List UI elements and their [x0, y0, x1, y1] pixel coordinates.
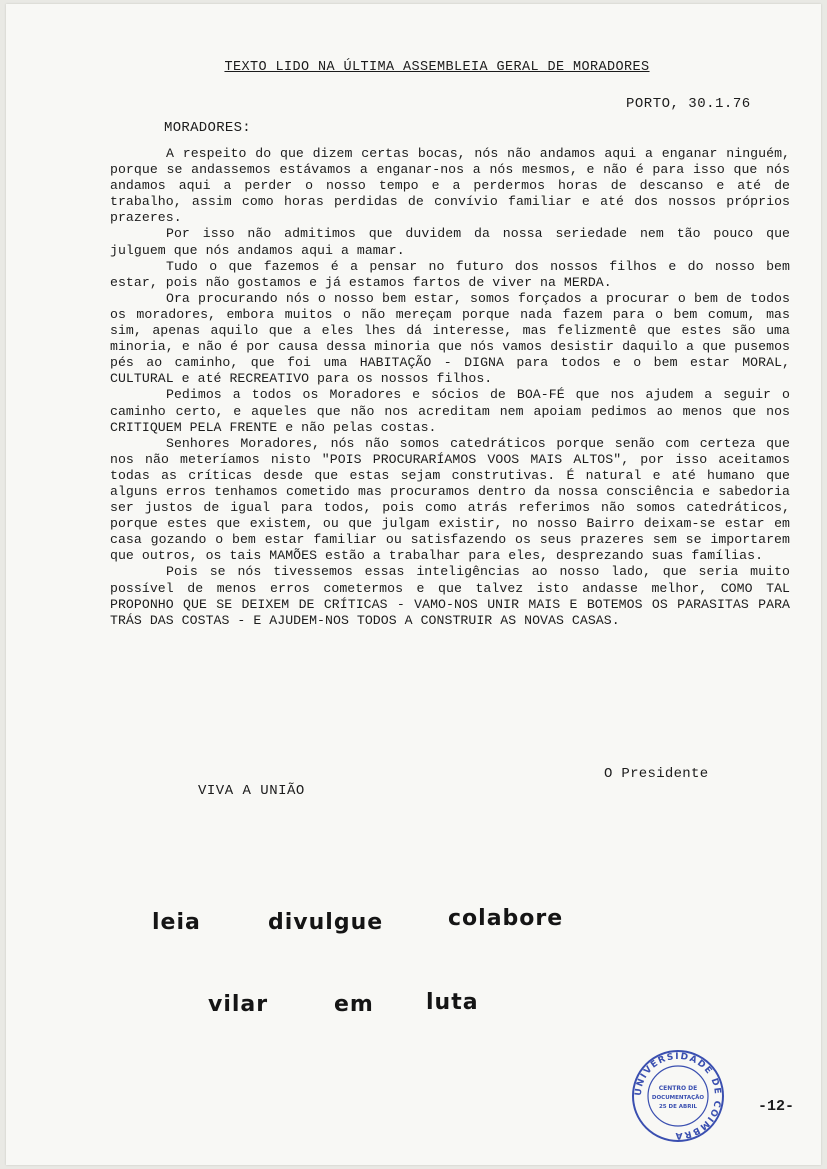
document-page	[6, 4, 821, 1165]
stamp-ring-text: UNIVERSIDADE DE COIMBRA	[633, 1051, 723, 1141]
document-title: TEXTO LIDO NA ÚLTIMA ASSEMBLEIA GERAL DE MORADORES	[224, 60, 650, 75]
page-number: -12-	[758, 1098, 795, 1115]
paragraph: A respeito do que dizem certas bocas, nós não andamos aqui a enganar ninguém, porque se andassemos estávamos a enganar-nos a nós mesmos, e não é para isso que nós andamos aqui a perder o nosso tempo e a perdermos horas de descanso e até de trabalho, assim como horas perdidas de convívio familiar e até dos nossos próprios prazeres.	[110, 146, 790, 226]
document-date: PORTO, 30.1.76	[626, 96, 751, 112]
paragraph: Pedimos a todos os Moradores e sócios de BOA-FÉ que nos ajudem a seguir o caminho certo, e aqueles que não nos acreditam nem apoiam pedimos ao menos que nos CRITIQUEM PELA FRENTE e não pelas costas.	[110, 387, 790, 435]
signature: O Presidente	[604, 766, 709, 782]
closing-line: VIVA A UNIÃO	[198, 783, 305, 799]
paragraph: Por isso não admitimos que duvidem da nossa seriedade nem tão pouco que julguem que nós andamos aqui a mamar.	[110, 226, 790, 258]
slogan-word-vilar: vilar	[208, 992, 269, 1017]
slogan-word-colabore: colabore	[448, 906, 564, 931]
slogan-word-em: em	[334, 992, 374, 1017]
paragraph: Ora procurando nós o nosso bem estar, somos forçados a procurar o bem de todos os moradores, embora muitos o não mereçam porque nada fazem para o bem comum, mas sim, apenas aquilo que a eles lhes dá interesse, mas felizmentê que estes são uma minoria, e não é por causa dessa minoria que nós vamos desistir daquilo a que pusemos pés ao caminho, que foi uma HABITAÇÃO - DIGNA para todos e o bem estar MORAL, CULTURAL e até RECREATIVO para os nossos filhos.	[110, 290, 790, 387]
paragraph: Senhores Moradores, nós não somos catedráticos porque senão com certeza que nos não meteríamos nisto "POIS PROCURARÍAMOS VOOS MAIS ALTOS", por isso aceitamos todas as críticas desde que estas sejam construtivas. É natural e até humano que alguns erros tenhamos cometido mas procuramos dentro da nossa consciência e sabedoria ser justos de igual para todos, pois como atrás referimos não somos catedráticos, porque estes que existem, ou que julgam existir, no nosso Bairro deixam-se estar em casa gozando o bem estar familiar ou satisfazendo os seus prazeres sem se importarem que outros, os tais MAMÕES estão a trabalhar para eles, desprezando suas famílias.	[110, 435, 790, 564]
stamp-line-1: CENTRO DE	[658, 1085, 698, 1092]
paragraph: Pois se nós tivessemos essas inteligências ao nosso lado, que seria muito possível de menos erros cometermos e que talvez isto andasse melhor, COMO TAL PROPONHO QUE SE DEIXEM DE CRÍTICAS - VAMO-NOS UNIR MAIS E BOTEMOS OS PARASITAS PARA TRÁS DAS COSTAS - E AJUDEM-NOS TODOS A CONSTRUIR AS NOVAS CASAS.	[110, 564, 790, 628]
salutation: MORADORES:	[164, 120, 252, 136]
paragraph: Tudo o que fazemos é a pensar no futuro dos nossos filhos e do nosso bem estar, pois não gostamos e já estamos fartos de viver na MERDA.	[110, 258, 790, 290]
slogan-word-luta: luta	[426, 990, 479, 1015]
letter-body	[110, 146, 790, 629]
stamp-line-2: DOCUMENTAÇÃO	[651, 1095, 705, 1101]
stamp-line-3: 25 DE ABRIL	[658, 1104, 698, 1110]
slogan-word-leia: leia	[152, 910, 201, 935]
slogan-word-divulgue: divulgue	[268, 910, 384, 935]
archive-stamp	[630, 1048, 726, 1144]
